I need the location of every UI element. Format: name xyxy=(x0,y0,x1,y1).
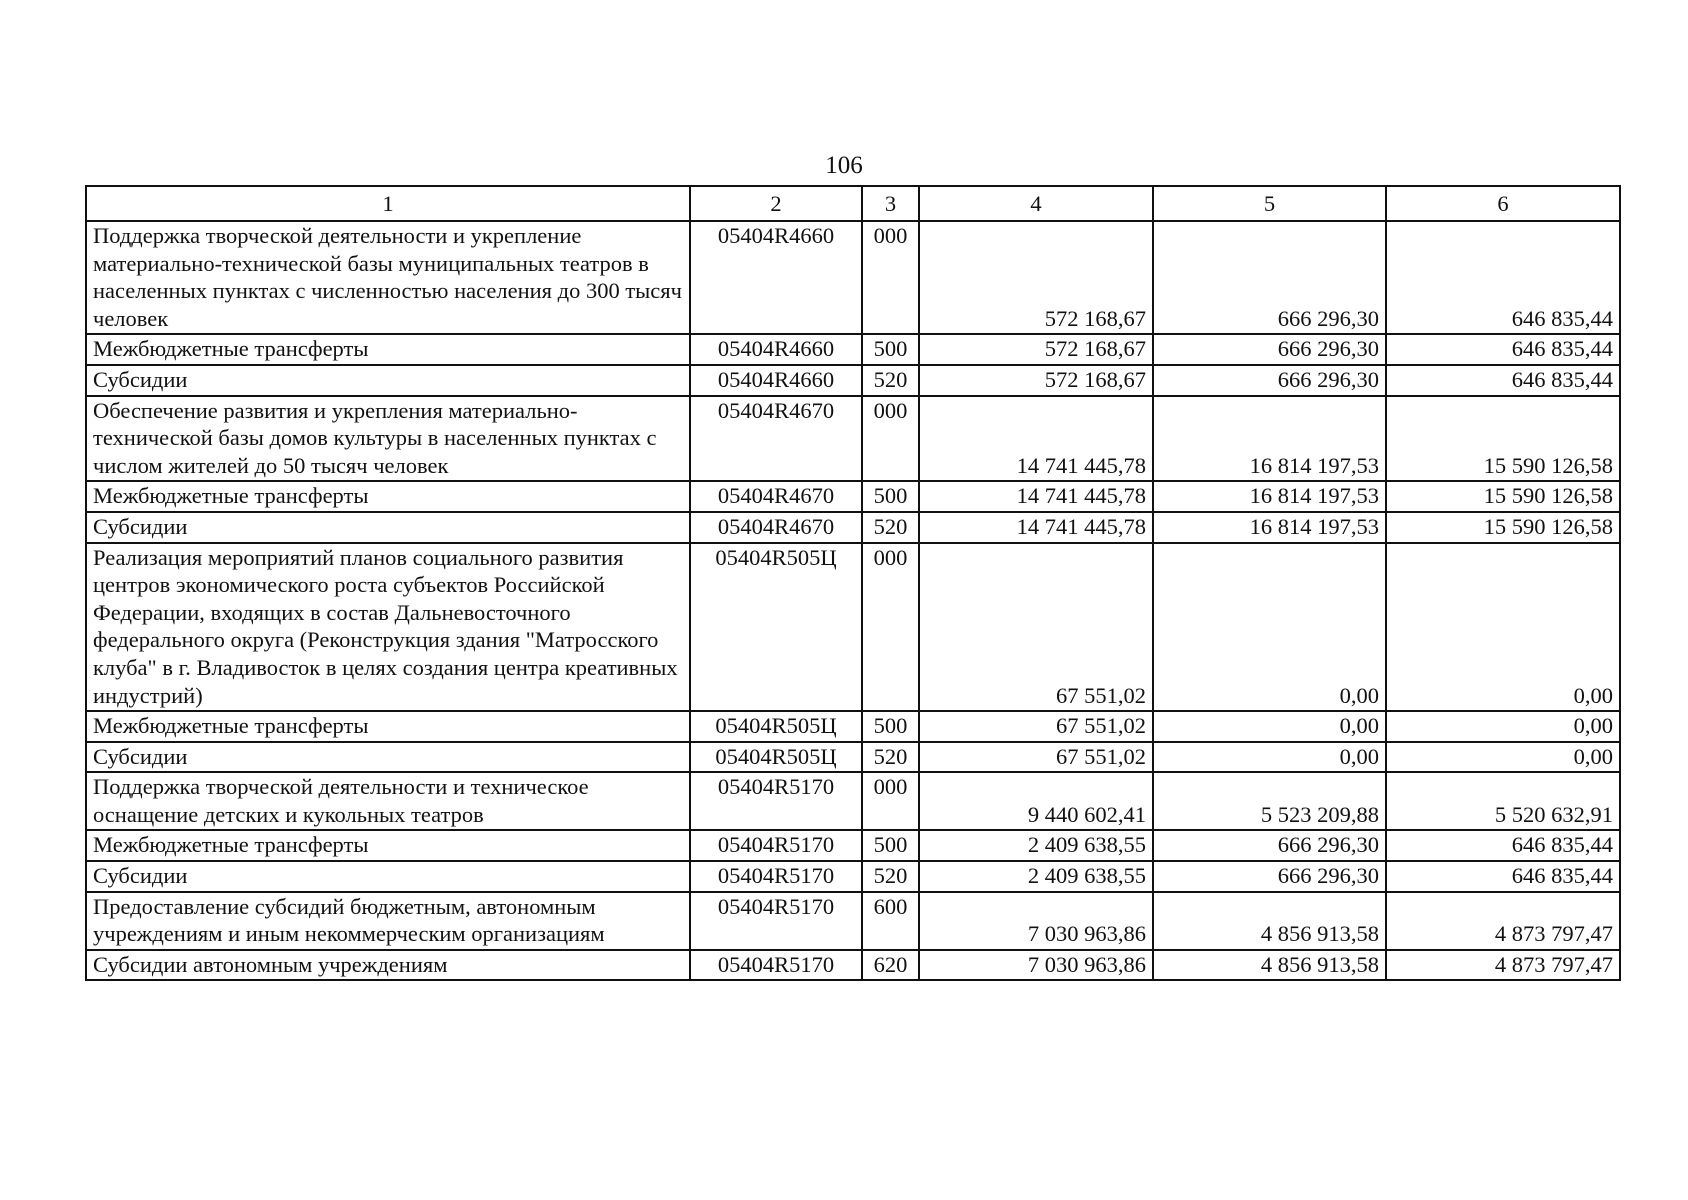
table-row xyxy=(86,711,1620,742)
row-type-cell: 500 xyxy=(862,830,919,861)
row-name-cell: Поддержка творческой деятельности и техническое оснащение детских и кукольных театров xyxy=(86,772,690,830)
row-value-col6-cell: 0,00 xyxy=(1386,543,1620,712)
column-header: 1 xyxy=(86,186,690,221)
row-value-col5-cell: 4 856 913,58 xyxy=(1153,950,1386,981)
table-row xyxy=(86,772,1620,830)
column-header: 3 xyxy=(862,186,919,221)
row-value-col4-cell: 67 551,02 xyxy=(919,711,1153,742)
row-code-cell: 05404R4670 xyxy=(690,481,862,512)
row-value-col5-cell: 4 856 913,58 xyxy=(1153,892,1386,950)
row-name-cell: Межбюджетные трансферты xyxy=(86,481,690,512)
row-name-cell: Предоставление субсидий бюджетным, автономным учреждениям и иным некоммерческим организациям xyxy=(86,892,690,950)
row-code-cell: 05404R5170 xyxy=(690,861,862,892)
row-value-col5-cell: 666 296,30 xyxy=(1153,221,1386,334)
row-name-cell: Обеспечение развития и укрепления материально-технической базы домов культуры в населенных пунктах с числом жителей до 50 тысяч человек xyxy=(86,396,690,482)
row-name-cell: Реализация мероприятий планов социального развития центров экономического роста субъектов Российской Федерации, входящих в состав Дальневосточного федерального округа (Реконструкция здания "Матросского клуба" в г. Владивосток в целях создания центра креативных индустрий) xyxy=(86,543,690,712)
row-type-cell: 000 xyxy=(862,772,919,830)
row-value-col6-cell: 646 835,44 xyxy=(1386,334,1620,365)
row-name-cell: Субсидии xyxy=(86,742,690,773)
row-value-col5-cell: 16 814 197,53 xyxy=(1153,481,1386,512)
row-code-cell: 05404R5170 xyxy=(690,892,862,950)
column-header: 4 xyxy=(919,186,1153,221)
row-value-col4-cell: 67 551,02 xyxy=(919,742,1153,773)
row-name-cell: Межбюджетные трансферты xyxy=(86,830,690,861)
table-row xyxy=(86,543,1620,712)
row-name-cell: Субсидии xyxy=(86,861,690,892)
row-value-col6-cell: 646 835,44 xyxy=(1386,830,1620,861)
row-type-cell: 000 xyxy=(862,396,919,482)
budget-table xyxy=(85,185,1621,981)
row-name-cell: Межбюджетные трансферты xyxy=(86,334,690,365)
row-value-col4-cell: 14 741 445,78 xyxy=(919,396,1153,482)
row-code-cell: 05404R505Ц xyxy=(690,711,862,742)
table-row xyxy=(86,830,1620,861)
row-value-col4-cell: 7 030 963,86 xyxy=(919,892,1153,950)
row-name-cell: Субсидии xyxy=(86,365,690,396)
row-value-col4-cell: 2 409 638,55 xyxy=(919,830,1153,861)
row-value-col6-cell: 5 520 632,91 xyxy=(1386,772,1620,830)
row-value-col5-cell: 0,00 xyxy=(1153,711,1386,742)
table-row xyxy=(86,950,1620,981)
row-value-col4-cell: 9 440 602,41 xyxy=(919,772,1153,830)
page-number: 106 xyxy=(825,152,863,179)
row-value-col4-cell: 14 741 445,78 xyxy=(919,481,1153,512)
row-type-cell: 500 xyxy=(862,711,919,742)
row-value-col5-cell: 0,00 xyxy=(1153,742,1386,773)
row-type-cell: 500 xyxy=(862,334,919,365)
row-type-cell: 500 xyxy=(862,481,919,512)
row-type-cell: 520 xyxy=(862,512,919,543)
row-value-col4-cell: 572 168,67 xyxy=(919,365,1153,396)
row-value-col5-cell: 666 296,30 xyxy=(1153,861,1386,892)
row-value-col5-cell: 16 814 197,53 xyxy=(1153,396,1386,482)
row-name-cell: Субсидии автономным учреждениям xyxy=(86,950,690,981)
table-row xyxy=(86,365,1620,396)
table-row xyxy=(86,334,1620,365)
row-value-col5-cell: 5 523 209,88 xyxy=(1153,772,1386,830)
row-code-cell: 05404R5170 xyxy=(690,830,862,861)
row-value-col5-cell: 16 814 197,53 xyxy=(1153,512,1386,543)
row-code-cell: 05404R4660 xyxy=(690,334,862,365)
table-row xyxy=(86,512,1620,543)
row-value-col4-cell: 572 168,67 xyxy=(919,221,1153,334)
table-row xyxy=(86,742,1620,773)
row-value-col4-cell: 2 409 638,55 xyxy=(919,861,1153,892)
row-value-col5-cell: 666 296,30 xyxy=(1153,334,1386,365)
row-value-col5-cell: 0,00 xyxy=(1153,543,1386,712)
row-code-cell: 05404R4670 xyxy=(690,512,862,543)
table-header-row xyxy=(86,186,1620,221)
row-value-col6-cell: 4 873 797,47 xyxy=(1386,892,1620,950)
table-row xyxy=(86,481,1620,512)
row-value-col6-cell: 15 590 126,58 xyxy=(1386,396,1620,482)
row-type-cell: 520 xyxy=(862,365,919,396)
row-value-col4-cell: 67 551,02 xyxy=(919,543,1153,712)
row-type-cell: 600 xyxy=(862,892,919,950)
table-row xyxy=(86,861,1620,892)
row-value-col6-cell: 646 835,44 xyxy=(1386,861,1620,892)
row-value-col6-cell: 0,00 xyxy=(1386,742,1620,773)
row-code-cell: 05404R505Ц xyxy=(690,742,862,773)
row-code-cell: 05404R4660 xyxy=(690,365,862,396)
row-type-cell: 620 xyxy=(862,950,919,981)
row-code-cell: 05404R4660 xyxy=(690,221,862,334)
table-row xyxy=(86,221,1620,334)
row-name-cell: Субсидии xyxy=(86,512,690,543)
row-name-cell: Межбюджетные трансферты xyxy=(86,711,690,742)
row-value-col5-cell: 666 296,30 xyxy=(1153,365,1386,396)
column-header: 2 xyxy=(690,186,862,221)
row-code-cell: 05404R505Ц xyxy=(690,543,862,712)
table-row xyxy=(86,396,1620,482)
row-value-col4-cell: 7 030 963,86 xyxy=(919,950,1153,981)
column-header: 5 xyxy=(1153,186,1386,221)
row-value-col6-cell: 0,00 xyxy=(1386,711,1620,742)
row-value-col6-cell: 646 835,44 xyxy=(1386,365,1620,396)
row-code-cell: 05404R5170 xyxy=(690,950,862,981)
row-value-col4-cell: 572 168,67 xyxy=(919,334,1153,365)
row-type-cell: 520 xyxy=(862,742,919,773)
row-value-col6-cell: 15 590 126,58 xyxy=(1386,481,1620,512)
row-type-cell: 000 xyxy=(862,221,919,334)
row-value-col4-cell: 14 741 445,78 xyxy=(919,512,1153,543)
column-header: 6 xyxy=(1386,186,1620,221)
row-value-col6-cell: 646 835,44 xyxy=(1386,221,1620,334)
row-type-cell: 000 xyxy=(862,543,919,712)
row-value-col6-cell: 15 590 126,58 xyxy=(1386,512,1620,543)
row-name-cell: Поддержка творческой деятельности и укрепление материально-технической базы муниципальных театров в населенных пунктах с численностью населения до 300 тысяч человек xyxy=(86,221,690,334)
table-row xyxy=(86,892,1620,950)
row-code-cell: 05404R5170 xyxy=(690,772,862,830)
row-value-col5-cell: 666 296,30 xyxy=(1153,830,1386,861)
row-type-cell: 520 xyxy=(862,861,919,892)
row-code-cell: 05404R4670 xyxy=(690,396,862,482)
row-value-col6-cell: 4 873 797,47 xyxy=(1386,950,1620,981)
